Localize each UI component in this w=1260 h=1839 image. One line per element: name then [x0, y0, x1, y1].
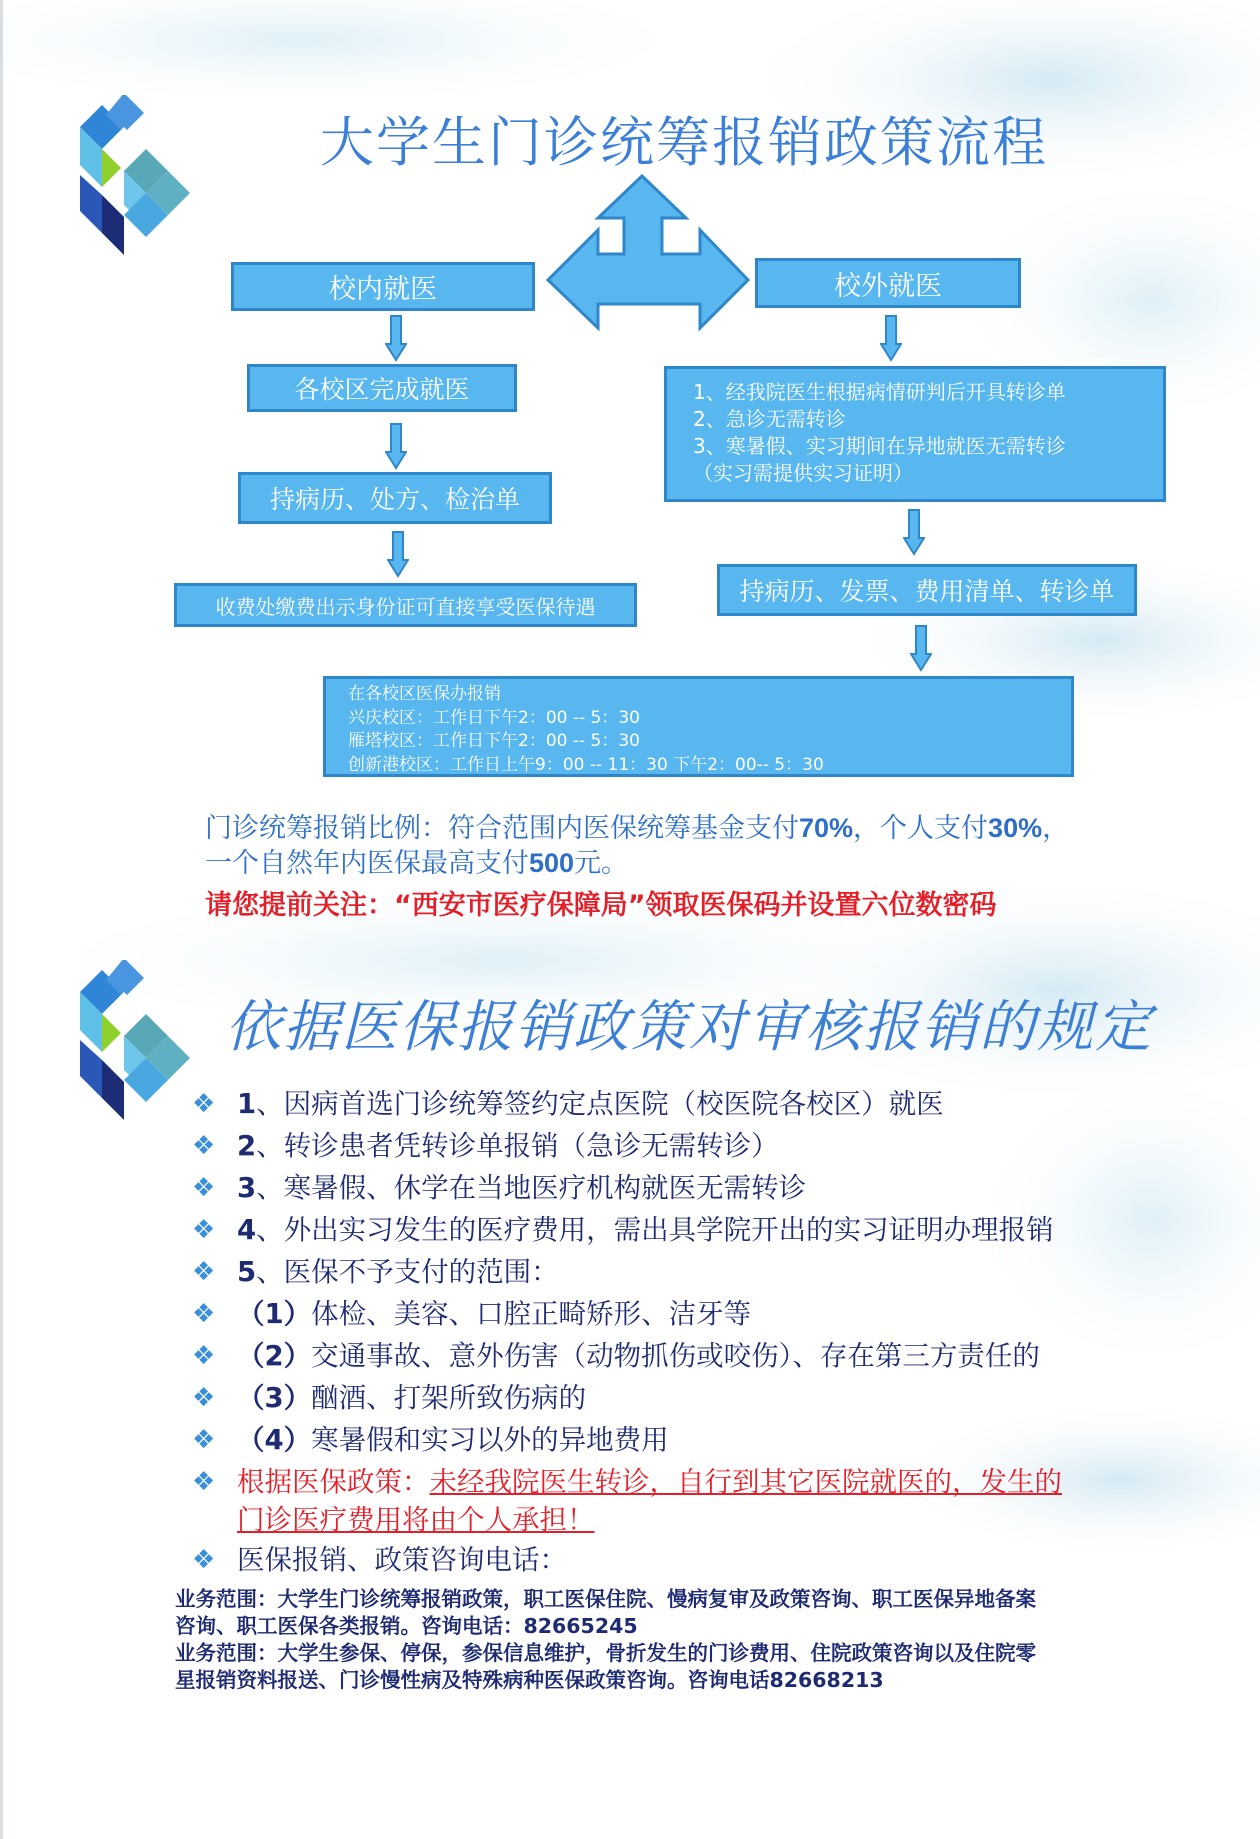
office-hours-box: [323, 676, 1074, 777]
office-hours-line: 创新港校区：工作日上午9：00 -- 11：30 下午2：00-- 5：30: [348, 754, 824, 775]
contact-heading: 医保报销、政策咨询电话：: [237, 1544, 567, 1576]
down-arrow-icon: [910, 624, 932, 672]
rule-text: 寒暑假和实习以外的异地费用: [311, 1424, 669, 1456]
rule-number: 1: [237, 1088, 257, 1120]
rule-number: （3）: [237, 1382, 312, 1414]
rule-text: 、寒暑假、休学在当地医疗机构就医无需转诊: [256, 1172, 807, 1204]
off-campus-header: 校外就医: [755, 258, 1021, 308]
condition-line: 1、经我院医生根据病情研判后开具转诊单: [693, 380, 1066, 404]
down-arrow-icon: [903, 508, 925, 556]
diamond-bullet-icon: ❖: [192, 1425, 216, 1455]
list-item: [192, 1127, 1192, 1169]
rules-title: 依据医保报销政策对审核报销的规定: [225, 995, 1153, 1060]
diamond-bullet-icon: ❖: [192, 1383, 216, 1413]
on-campus-header: 校内就医: [231, 262, 535, 311]
rules-list: [192, 1085, 1192, 1583]
footer-line: 业务范围：大学生参保、停保，参保信息维护，骨折发生的门诊费用、住院政策咨询以及住院零: [175, 1641, 1036, 1665]
footer-line: 星报销资料报送、门诊慢性病及特殊病种医保政策咨询。咨询电话82668213: [175, 1668, 884, 1692]
ratio-text: ，个人支付: [853, 813, 989, 844]
office-hours-line: 兴庆校区：工作日下午2：00 -- 5：30: [348, 707, 640, 728]
diamond-bullet-icon: ❖: [192, 1089, 216, 1119]
rule-number: （4）: [237, 1424, 312, 1456]
list-item: [192, 1211, 1192, 1253]
diamond-bullet-icon: ❖: [192, 1131, 216, 1161]
diamond-bullet-icon: ❖: [192, 1215, 216, 1245]
ratio-text: ，: [1042, 813, 1070, 844]
down-arrow-icon: [387, 530, 409, 578]
notice-text: 请您提前关注：“西安市医疗保障局”领取医保码并设置六位数密码: [205, 890, 997, 921]
rule-text: 体检、美容、口腔正畸矫形、洁牙等: [311, 1298, 752, 1330]
footer-line: 咨询、职工医保各类报销。咨询电话：82665245: [175, 1614, 638, 1638]
list-item: [192, 1169, 1192, 1211]
rule-text: 酗酒、打架所致伤病的: [311, 1382, 587, 1414]
diamond-bullet-icon: ❖: [192, 1341, 216, 1371]
warning-line: 未经我院医生转诊，自行到其它医院就医的，发生的: [429, 1466, 1062, 1498]
rule-text: 交通事故、意外伤害（动物抓伤或咬伤）、存在第三方责任的: [311, 1340, 1040, 1372]
ratio-text: 一个自然年内医保最高支付: [205, 848, 529, 879]
diamond-bullet-icon: ❖: [192, 1173, 216, 1203]
max-amount: 500: [529, 848, 575, 878]
cube-logo-icon: [72, 960, 202, 1120]
policy-warning: [192, 1463, 1192, 1541]
list-item: [192, 1379, 1192, 1421]
list-item: [192, 1295, 1192, 1337]
list-item: [192, 1085, 1192, 1127]
down-arrow-icon: [385, 422, 407, 470]
documents-box: 持病历、发票、费用清单、转诊单: [717, 564, 1137, 616]
rule-text: 、因病首选门诊统筹签约定点医院（校医院各校区）就医: [256, 1088, 944, 1120]
contact-footer: [175, 1586, 1155, 1694]
complete-visit-box: 各校区完成就医: [247, 364, 517, 412]
list-item: [192, 1421, 1192, 1463]
cube-logo-icon: [72, 95, 202, 255]
ratio-text: 元。: [574, 848, 629, 879]
footer-line: 业务范围：大学生门诊统筹报销政策，职工医保住院、慢病复审及政策咨询、职工医保异地备案: [175, 1587, 1036, 1611]
referral-conditions-box: [664, 366, 1166, 502]
condition-line: （实习需提供实习证明）: [693, 461, 913, 485]
diamond-bullet-icon: ❖: [192, 1545, 216, 1575]
reimbursement-ratio: [205, 811, 1069, 881]
records-box: 持病历、处方、检治单: [238, 472, 552, 524]
down-arrow-icon: [385, 314, 407, 362]
diamond-bullet-icon: ❖: [192, 1299, 216, 1329]
warning-lead: 根据医保政策：: [237, 1466, 430, 1498]
list-item: [192, 1541, 1192, 1583]
down-arrow-icon: [880, 314, 902, 362]
rule-number: 5: [237, 1256, 257, 1288]
diamond-bullet-icon: ❖: [192, 1257, 216, 1287]
ratio-text: 门诊统筹报销比例：符合范围内医保统筹基金支付: [205, 813, 799, 844]
list-item: [192, 1337, 1192, 1379]
page-title: 大学生门诊统筹报销政策流程: [320, 111, 1048, 174]
payment-box: 收费处缴费出示身份证可直接享受医保待遇: [174, 583, 637, 627]
fund-percent: 70%: [799, 813, 854, 843]
split-arrow-icon: [540, 172, 755, 332]
condition-line: 2、急诊无需转诊: [693, 407, 846, 431]
rule-text: 、转诊患者凭转诊单报销（急诊无需转诊）: [256, 1130, 779, 1162]
rule-number: （1）: [237, 1298, 312, 1330]
condition-line: 3、寒暑假、实习期间在异地就医无需转诊: [693, 434, 1066, 458]
list-item: [192, 1253, 1192, 1295]
rule-number: （2）: [237, 1340, 312, 1372]
warning-line: 门诊医疗费用将由个人承担！: [237, 1504, 595, 1536]
rule-number: 4: [237, 1214, 257, 1246]
rule-number: 2: [237, 1130, 257, 1162]
rule-text: 、医保不予支付的范围：: [256, 1256, 559, 1288]
self-percent: 30%: [988, 813, 1043, 843]
office-hours-line: 雁塔校区：工作日下午2：00 -- 5：30: [348, 731, 640, 751]
diamond-bullet-icon: ❖: [192, 1467, 216, 1497]
rule-text: 、外出实习发生的医疗费用，需出具学院开出的实习证明办理报销: [256, 1214, 1054, 1246]
office-heading: 在各校区医保办报销: [348, 684, 501, 704]
rule-number: 3: [237, 1172, 257, 1204]
